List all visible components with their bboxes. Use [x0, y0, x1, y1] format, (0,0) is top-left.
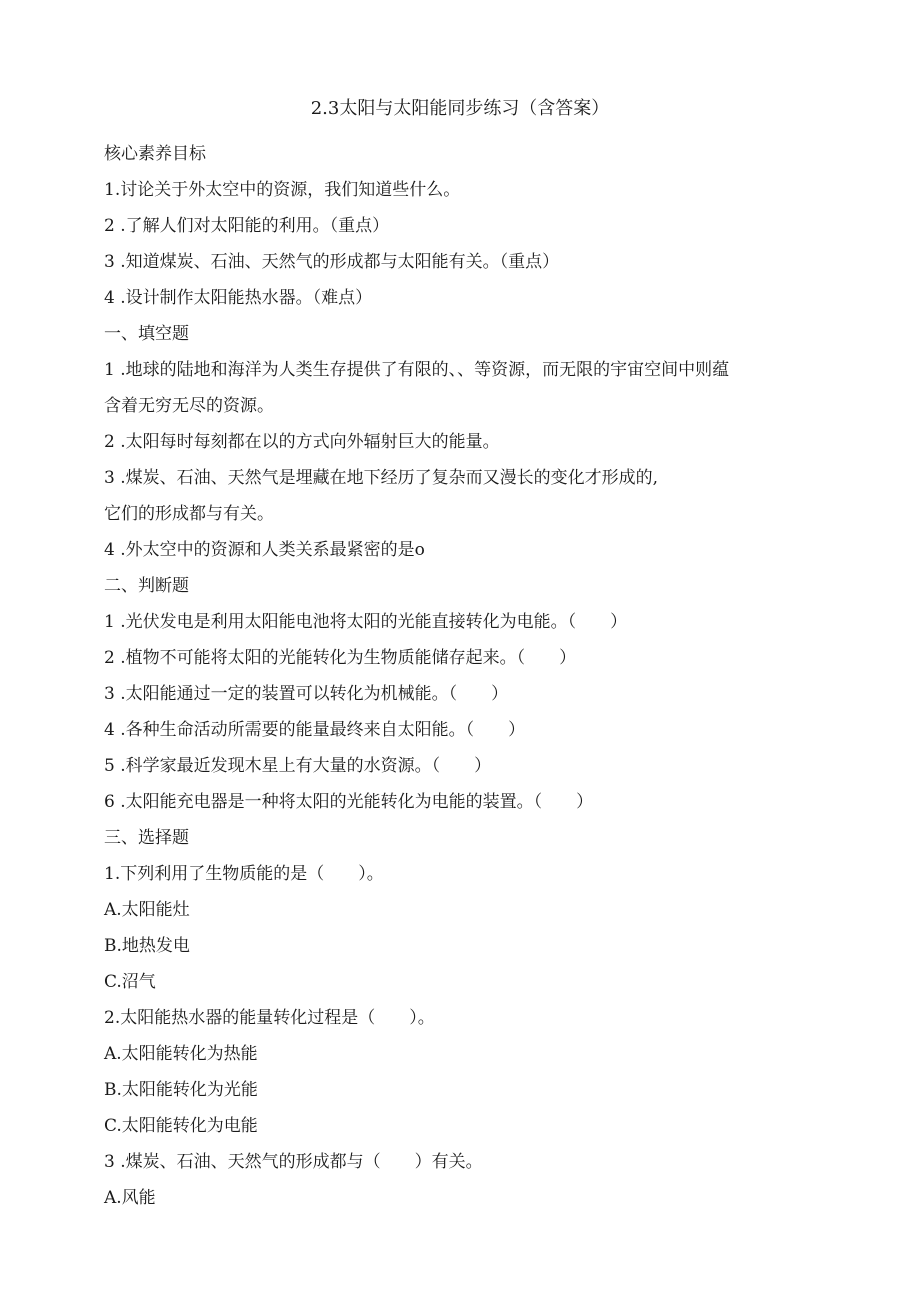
choice-option: C.沼气 [104, 972, 156, 992]
choice-option: C.太阳能转化为电能 [104, 1116, 258, 1136]
question-line: 3 .煤炭、石油、天然气是埋藏在地下经历了复杂而又漫长的变化才形成的, [104, 468, 659, 488]
objective-item: 4 .设计制作太阳能热水器。（难点） [104, 288, 373, 308]
question-line: 3 .太阳能通过一定的装置可以转化为机械能。（ ） [104, 684, 509, 704]
question-line: 2.太阳能热水器的能量转化过程是（ ）。 [104, 1008, 435, 1028]
question-line: 6 .太阳能充电器是一种将太阳的光能转化为电能的装置。（ ） [104, 792, 594, 812]
choice-option: B.太阳能转化为光能 [104, 1080, 258, 1100]
question-line: 5 .科学家最近发现木星上有大量的水资源。（ ） [104, 756, 492, 776]
question-line: 1.下列利用了生物质能的是（ ）。 [104, 864, 384, 884]
choice-option: A.太阳能转化为热能 [104, 1044, 258, 1064]
question-line: 3 .煤炭、石油、天然气的形成都与（ ）有关。 [104, 1152, 483, 1172]
section-heading-fill-blank: 一、填空题 [104, 324, 189, 344]
choice-option: A.风能 [104, 1188, 156, 1208]
objective-item: 1.讨论关于外太空中的资源，我们知道些什么。 [104, 180, 461, 200]
question-line: 1 .光伏发电是利用太阳能电池将太阳的光能直接转化为电能。（ ） [104, 612, 628, 632]
question-line: 含着无穷无尽的资源。 [104, 396, 274, 416]
question-line: 2 .植物不可能将太阳的光能转化为生物质能储存起来。（ ） [104, 648, 577, 668]
section-heading-true-false: 二、判断题 [104, 576, 189, 596]
choice-option: B.地热发电 [104, 936, 190, 956]
question-line: 4 .外太空中的资源和人类关系最紧密的是o [104, 540, 425, 560]
objective-item: 3 .知道煤炭、石油、天然气的形成都与太阳能有关。（重点） [104, 252, 560, 272]
objectives-heading: 核心素养目标 [104, 144, 206, 164]
objective-item: 2 .了解人们对太阳能的利用。（重点） [104, 216, 390, 236]
choice-option: A.太阳能灶 [104, 900, 190, 920]
question-line: 1 .地球的陆地和海洋为人类生存提供了有限的、、等资源，而无限的宇宙空间中则蕴 [104, 360, 730, 380]
question-line: 2 .太阳每时每刻都在以的方式向外辐射巨大的能量。 [104, 432, 500, 452]
question-line: 4 .各种生命活动所需要的能量最终来自太阳能。（ ） [104, 720, 526, 740]
document-title: 2.3太阳与太阳能同步练习（含答案） [310, 98, 610, 119]
section-heading-multiple-choice: 三、选择题 [104, 828, 189, 848]
question-line: 它们的形成都与有关。 [104, 504, 274, 524]
